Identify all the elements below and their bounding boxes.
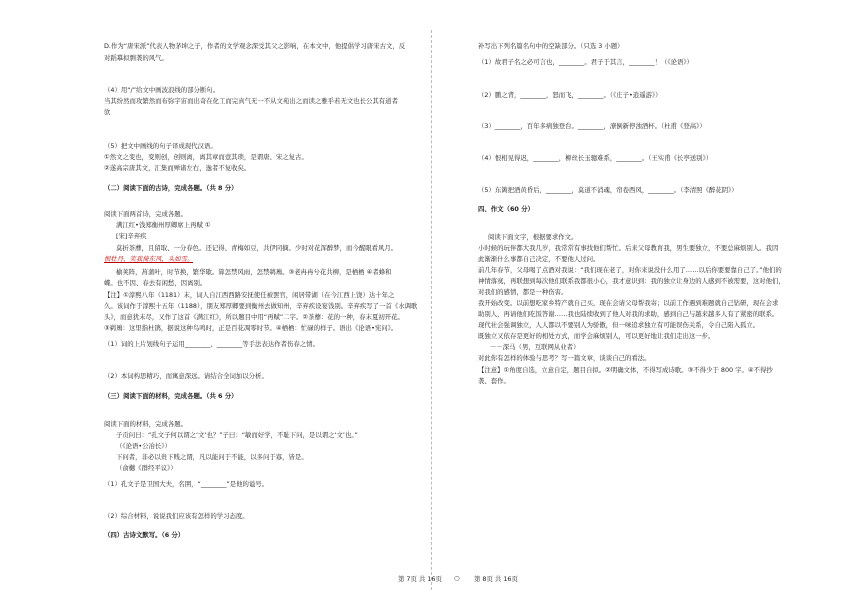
left-text-line: ③鹈鴂：这里指杜鹃，据说这种鸟鸣时，正是百花凋零时节。④栖栖：忙碌的样子。语出《论语•宪问》。 — [104, 324, 398, 332]
left-text-line: 当其纷然而攻繁然而布弥宇宙而出奇在化工而完真气无一不从文苑出之而读之雅乎若无文也长公其有道者 — [104, 97, 398, 105]
left-text-line: （二）阅读下面的古诗，完成各题。（共 8 分） — [104, 184, 238, 192]
left-text-line: 【注】①淳熙八年（1181）末，词人自江西西路安抚使任被罢官，闲居带湖（在今江西上饶）达十年之 — [104, 291, 395, 299]
left-text-line: （2）综合材料，说说我们应该有怎样的学习态度。 — [104, 512, 249, 520]
right-text-line: 此渐渐什么事都自己决定，不要他人过问。 — [478, 255, 600, 263]
left-text-line: 子贡问曰：“孔文子何以谓之‘文’也？”子曰：“敏而好学，不耻下问，是以谓之‘文’也。” — [116, 431, 358, 439]
right-text-line: （3）________，百年多病独登台。________，潦倒新停浊酒杯。（杜甫《登高》） — [478, 122, 706, 130]
left-text-line: （2）本词构思精巧，而寓意深远。请结合全词加以分析。 — [104, 372, 268, 380]
right-text-line: 补写出下列名篇名句中的空缺部分。（只选 3 小题） — [478, 42, 624, 50]
left-text-line: （1）词的上片划线句子运用________、________等手法表达作者伤春之情。 — [104, 340, 319, 348]
right-text-line: （5）东篱把酒黄昏后，________，莫道不消魂，帘卷西风，________。（李清照《醉花阴》） — [478, 186, 738, 194]
left-text-line: 头》，而意犹未尽，又作了这首《满江红》，所以题目中用“再赋”二字。②茶蘼：花的一种，春末夏初开花。 — [104, 313, 404, 321]
right-text-line: 既独立又依存是更好的相处方式，而学会麻烦别人，可以更好地让我们走出这一步。 — [478, 332, 715, 340]
left-text-line: 恨牡丹，笑我倚东风，头如雪。 — [104, 255, 194, 263]
left-text-line: 满江红•饯郑衡州厚卿席上再赋 ① — [116, 221, 211, 229]
left-text-line: 榆荚阵，菖蒲叶，时节换，繁华歇。算怎禁风雨，怎禁鹈鴂。③老冉冉兮花共柳，是栖栖 ④者蜂和 — [116, 268, 392, 276]
right-text-line: 阅读下面文字，根据要求作文。 — [488, 233, 578, 241]
left-text-line: 阅读下面两首诗，完成各题。 — [104, 210, 188, 218]
left-text-line: （四）古诗文默写。（6 分） — [104, 531, 185, 539]
right-text-line: 对我们的感情，都是一种伤害。 — [478, 288, 568, 296]
right-text-line: 助别人，再请他们吃饭答谢……我也陆续收到了他人对我的求助，感到自己与越来越多人有了紧密的联系。 — [478, 310, 779, 318]
right-text-line: 袭、套作。 — [478, 377, 510, 385]
left-text-line: （4）用“/”给文中画波浪线的部分断句。 — [104, 86, 220, 94]
right-text-line: 我开始改变。以前想吃家乡特产就自己买，现在会请父母帮我寄；以前工作遇到难题就自己钻研，现在会求 — [478, 299, 779, 307]
left-text-line: （1）孔文子是卫国大夫，名圉，“________”是他的谥号。 — [104, 480, 269, 488]
page-footer-right: 第 8页 共 16页 — [474, 575, 518, 583]
right-text-line: 现代社会强调独立，人人都以不要别人为骄傲，但一味追求独立有可能误伤关系，令自己陷入孤立。 — [478, 321, 760, 329]
right-text-line: －－深马（男，互联网从业者） — [490, 343, 580, 351]
right-text-line: 四、作文（60 分） — [478, 205, 534, 213]
page-footer-left: 第 7页 共 16页 — [398, 575, 442, 583]
right-page — [432, 0, 860, 608]
right-text-line: （1）故君子名之必可言也，________。君子于其言，________！（《论语》） — [478, 58, 693, 66]
left-text-line: 对蹈摹拟剽袭的风气。 — [104, 54, 168, 62]
right-text-line: 【注意】①角度自选，立意自定，题目自拟。②明确文体，不得写成诗歌。③不得少于 800 字。④不得抄 — [478, 366, 773, 374]
left-text-line: 阅读下面的材料，完成各题。 — [104, 420, 188, 428]
left-text-line: 欤 — [104, 108, 111, 116]
left-text-line: （三）阅读下面的材料，完成各题。（共 6 分） — [104, 392, 238, 400]
left-text-line: 下问者，非必以贵下贱之谓，凡以能问于不能，以多问于寡，皆是。 — [116, 453, 308, 461]
left-text-line: （5）把文中画线的句子译成现代汉语。 — [104, 142, 217, 150]
left-text-line: （《论语•公冶长》） — [116, 442, 171, 450]
right-text-line: 神情落寞，再联想到每次他们联系我都很小心，我才意识到：我的独立让身边的人感到不被需要，这对他们， — [478, 277, 785, 285]
left-text-line: 莫折茶蘼，且留取、一分春色。还记得、青梅如豆，共伊同摘。少时对花浑醉梦，而今醒眼看风月。 — [116, 244, 398, 252]
right-text-line: 小时候的玩伴都大我几岁，我常常有事找他们帮忙。后来父母教育我，男生要独立，不要总麻烦别人。我因 — [478, 244, 779, 252]
left-text-line: 久。该词作于淳熙十五年（1188），朋友郑厚卿要到衡州去做知州，辛弃疾设宴饯别。辛弃疾写了一首《水调歌 — [104, 302, 418, 310]
right-text-line: 前几年春节，父母喝了点酒对我说：“我们现在老了，对你来说没什么用了……以后你要要靠自己了。”他们的 — [478, 266, 782, 274]
left-text-line: D.作为“唐宋派”代表人物茅坤之子，作者的文学观念深受其父之影响，在本文中，他提倡学习唐宋古文，反 — [104, 42, 406, 50]
left-text-line: （俞樾《群经平议》） — [116, 464, 177, 472]
right-text-line: 对此你有怎样的体验与思考？写一篇文章，谈谈自己的看法。 — [478, 354, 651, 362]
page-footer-separator: ○ — [454, 574, 460, 582]
right-text-line: （2）鹏之背，________，怒而飞，________。（《庄子•逍遥游》） — [478, 91, 662, 99]
left-text-line: [宋]辛弃疾 — [116, 232, 147, 240]
left-text-line: 蝶。也不因、春去有闲愁，因离别。 — [104, 279, 207, 287]
left-text-line: ①然文之变也，变则创，创则离，离其章而壹其琐，是谓唐、宋之复古。 — [104, 153, 308, 161]
left-text-line: ②遂高宗唐其文，汇集而殚诸左右，逸者不复收矣。 — [104, 164, 251, 172]
right-text-line: （4）恨相见得迟，________，柳丝长玉骢难系，________。（王实甫《长亭送别》） — [478, 154, 713, 162]
